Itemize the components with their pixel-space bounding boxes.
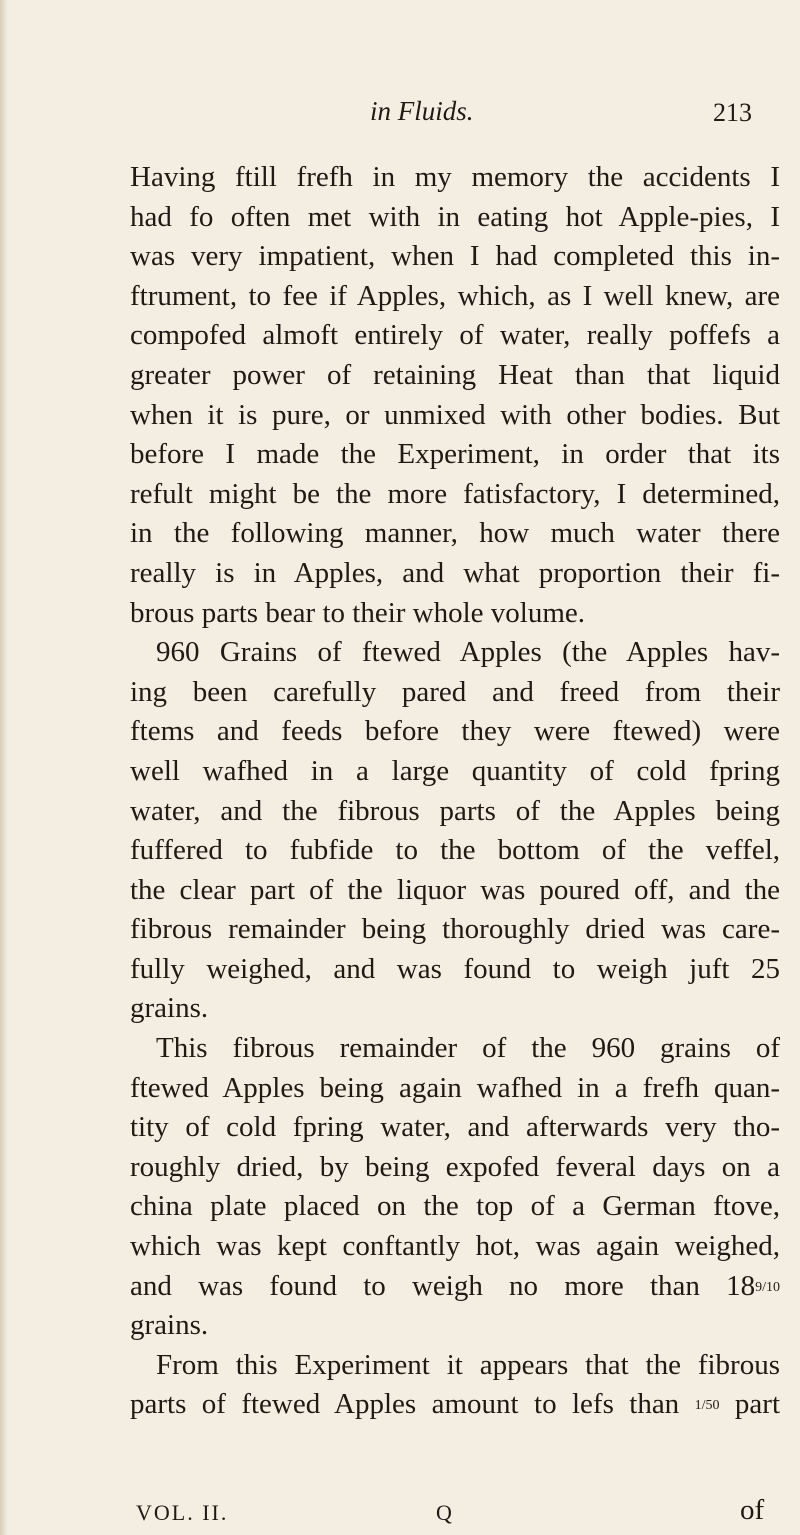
text-line: fuffered to fubfide to the bottom of the veffel,	[130, 834, 780, 867]
text-line-with-fraction	[130, 1267, 780, 1307]
text-line: the clear part of the liquor was poured off, and the	[130, 873, 780, 906]
page-number: 213	[713, 98, 752, 127]
text-line: really is in Apples, and what proportion their fi-	[130, 556, 780, 589]
text-line: greater power of retaining Heat than that liquid	[130, 358, 780, 391]
text-line: From this Experiment it appears that the fibrous	[156, 1348, 780, 1381]
signature-mark: Q	[436, 1500, 454, 1525]
text-line: grains.	[130, 1309, 209, 1342]
text-line: in the following manner, how much water there	[130, 517, 780, 550]
text-line: ftewed Apples being again wafhed in a frefh quan-	[130, 1071, 780, 1104]
text-line-with-fraction	[130, 1385, 780, 1425]
text-line: ing been carefully pared and freed from their	[130, 675, 780, 708]
body-text	[130, 158, 780, 1425]
text-line: china plate placed on the top of a German ftove,	[130, 1190, 780, 1223]
text-line: 960 Grains of ftewed Apples (the Apples hav-	[156, 636, 780, 669]
text-line-part: part	[734, 1388, 781, 1421]
volume-label: VOL. II.	[136, 1500, 229, 1525]
text-line: which was kept conftantly hot, was again weighed,	[130, 1230, 780, 1263]
page-gutter-shadow	[0, 0, 8, 1535]
text-line: had fo often met with in eating hot Apple-pies, I	[130, 200, 780, 233]
text-line: water, and the fibrous parts of the Apples being	[130, 794, 780, 827]
text-line: brous parts bear to their whole volume.	[130, 596, 586, 629]
fraction-part: 1/50	[694, 1398, 720, 1414]
catchword: of	[740, 1494, 765, 1526]
text-line: ftems and feeds before they were ftewed) were	[130, 715, 780, 748]
text-line: grains.	[130, 992, 209, 1025]
text-line: when it is pure, or unmixed with other bodies. But	[130, 398, 780, 431]
text-line-part: parts of ftewed Apples amount to lefs than	[130, 1388, 680, 1421]
text-line: was very impatient, when I had completed this in-	[130, 240, 780, 273]
text-line: fully weighed, and was found to weigh juft 25	[130, 952, 780, 985]
text-line: tity of cold fpring water, and afterwards very tho-	[130, 1111, 780, 1144]
text-line: before I made the Experiment, in order that its	[130, 438, 780, 471]
text-line-part: and was found to weigh no more than 18	[130, 1269, 756, 1302]
text-line: This fibrous remainder of the 960 grains of	[156, 1032, 780, 1065]
text-line: roughly dried, by being expofed feveral days on a	[130, 1150, 780, 1183]
running-head	[0, 96, 800, 136]
fraction-weight: 9/10	[755, 1279, 780, 1295]
text-line: compofed almoft entirely of water, really poffefs a	[130, 319, 780, 352]
text-line: fibrous remainder being thoroughly dried was care-	[130, 913, 780, 946]
text-line: refult might be the more fatisfactory, I determined,	[130, 477, 780, 510]
text-line: well wafhed in a large quantity of cold fpring	[130, 754, 780, 787]
running-head-title: in Fluids.	[370, 96, 474, 126]
text-line: Having ftill frefh in my memory the accidents I	[130, 161, 780, 193]
text-line: ftrument, to fee if Apples, which, as I well knew, are	[130, 279, 780, 312]
